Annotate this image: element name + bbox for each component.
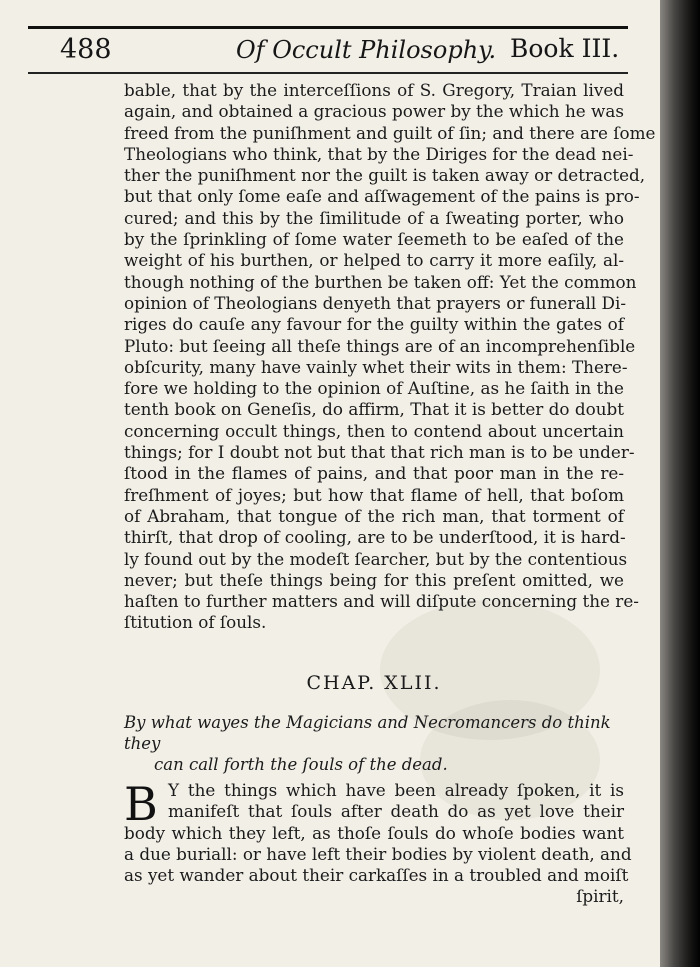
page-edge-shadow — [660, 0, 700, 967]
text-line: Theologians who think, that by the Diriges for the dead nei- — [124, 143, 634, 164]
text-line: by the ſprinkling of ſome water ſeemeth to be eaſed of the — [124, 229, 624, 250]
text-line: tenth book on Geneſis, do affirm, That it is better do doubt — [124, 399, 624, 420]
page-number: 488 — [60, 34, 112, 65]
text-line: fore we holding to the opinion of Auſtine, as he ſaith in the — [124, 378, 624, 399]
text-line: riges do cauſe any favour for the guilty within the gates of — [124, 314, 624, 335]
chapter-heading — [124, 712, 624, 775]
text-line: ſtitution of ſouls. — [124, 612, 267, 633]
text-line: a due buriall: or have left their bodies by violent death, and — [124, 843, 632, 864]
text-line: as yet wander about their carkaſſes in a troubled and moiſt — [124, 865, 629, 886]
text-line: bable, that by the interceſſions of S. Gregory, Traian lived — [124, 80, 624, 100]
text-line: of Abraham, that tongue of the rich man, that torment of — [124, 505, 624, 526]
text-line: ly found out by the modeſt ſearcher, but by the contentious — [124, 548, 628, 569]
running-title: Of Occult Philosophy. — [236, 36, 497, 64]
text-line: ſtood in the flames of pains, and that poor man in the re- — [124, 463, 624, 484]
text-line: weight of his burthen, or helped to carry it more eaſily, al- — [124, 250, 624, 271]
text-line: never; but theſe things being for this preſent omitted, we — [124, 569, 624, 590]
text-line: haſten to further matters and will diſpute concerning the re- — [124, 591, 639, 612]
body-text — [124, 80, 656, 634]
text-line: but that only ſome eaſe and aſſwagement of the pains is pro- — [124, 186, 640, 207]
text-line: ther the puniſhment nor the guilt is taken away or detracted, — [124, 165, 646, 186]
drop-cap: B — [124, 777, 158, 831]
text-line: Pluto: but ſeeing all theſe things are of an incomprehenſible — [124, 335, 636, 356]
text-line: concerning occult things, then to contend about uncertain — [124, 420, 624, 441]
text-line: manifeſt that ſouls after death do as yet love their — [168, 801, 624, 822]
text-line: Y the things which have been already ſpoken, it is — [168, 780, 624, 800]
book-number: Book III. — [510, 34, 620, 63]
text-line: body which they left, as thoſe ſouls do whoſe bodies want — [124, 822, 624, 843]
text-line: freed from the puniſhment and guilt of ſin; and there are ſome — [124, 122, 656, 143]
chapter-heading-line: can call forth the ſouls of the dead. — [154, 755, 448, 774]
text-line: though nothing of the burthen be taken off: Yet the common — [124, 271, 637, 292]
text-line: freſhment of joyes; but how that flame of hell, that boſom — [124, 484, 624, 505]
text-line: thirſt, that drop of cooling, are to be underſtood, it is hard- — [124, 527, 626, 548]
chapter-number: CHAP. XLII. — [306, 672, 442, 694]
chapter-paragraph — [124, 777, 632, 908]
head-rule — [28, 72, 628, 74]
running-head — [28, 28, 628, 72]
text-line: things; for I doubt not but that that rich man is to be under- — [124, 442, 635, 463]
text-line: opinion of Theologians denyeth that prayers or funerall Di- — [124, 292, 627, 313]
catchword: ſpirit, — [576, 886, 624, 907]
text-line: cured; and this by the ſimilitude of a ſweating porter, who — [124, 207, 624, 228]
text-line: obſcurity, many have vainly whet their wits in them: There- — [124, 356, 628, 377]
chapter-heading-line: By what wayes the Magicians and Necromancers do think they — [124, 713, 611, 753]
text-line: again, and obtained a gracious power by the which he was — [124, 101, 624, 122]
